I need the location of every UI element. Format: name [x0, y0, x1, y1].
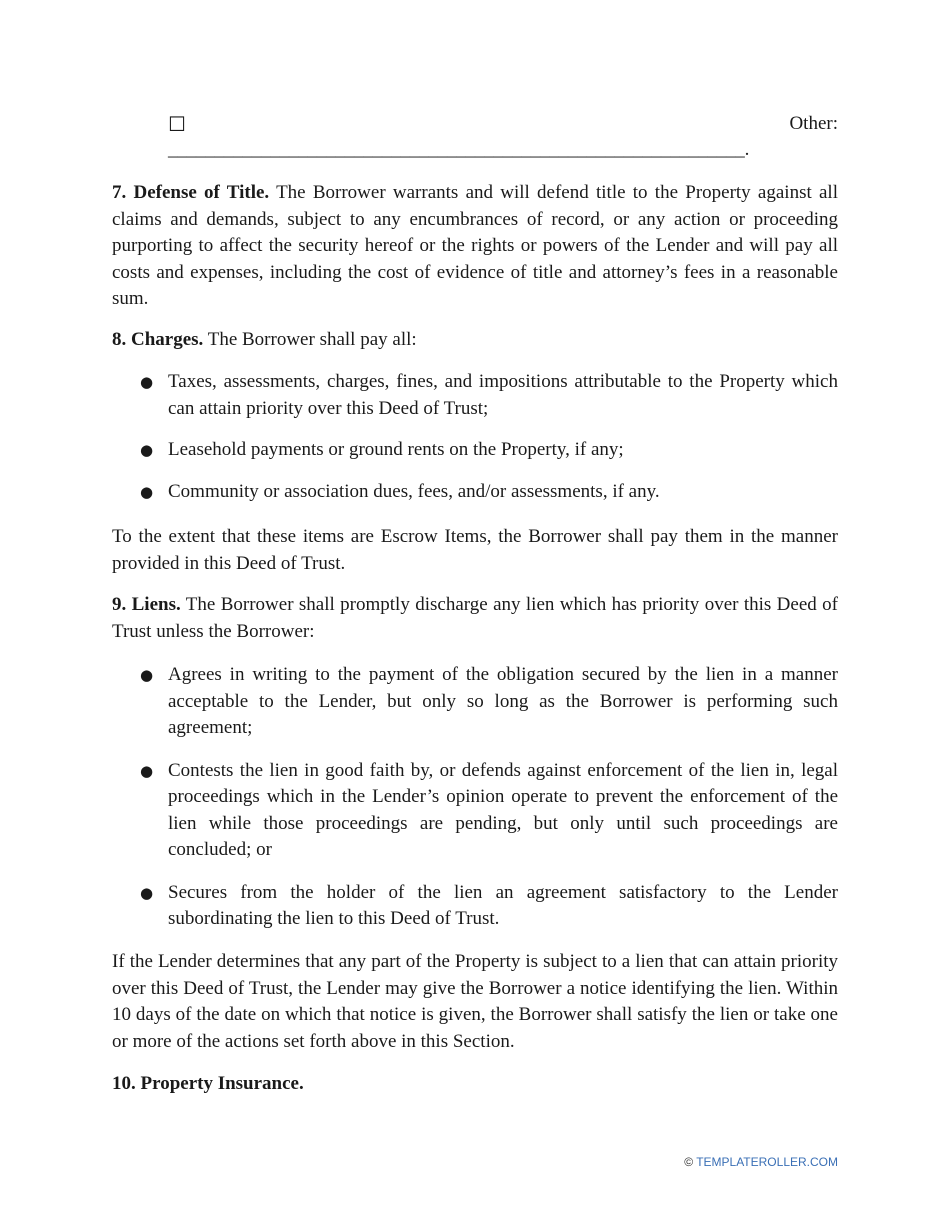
- bullet-icon: ●: [140, 373, 154, 391]
- bullet-icon: ●: [140, 883, 154, 902]
- list-item: ● Taxes, assessments, charges, fines, and impositions attributable to the Property which can attain priority over this Deed of Trust;: [140, 371, 838, 419]
- templateroller-link[interactable]: TEMPLATEROLLER.COM: [696, 1155, 838, 1169]
- other-option-row: [168, 112, 838, 138]
- section-9-text: The Borrower shall promptly discharge any lien which has priority over this Deed of Trust unless the Borrower:: [112, 594, 838, 642]
- section-9-liens: [112, 592, 838, 645]
- section-8-bullet-list: [112, 369, 838, 505]
- footer-credit: [684, 1155, 838, 1169]
- section-8-escrow-paragraph: To the extent that these items are Escrow Items, the Borrower shall pay them in the manner provided in this Deed of Trust.: [112, 526, 838, 574]
- list-item: ● Community or association dues, fees, and/or assessments, if any.: [112, 479, 838, 506]
- list-item: ● Secures from the holder of the lien an agreement satisfactory to the Lender subordinating the lien to this Deed of Trust.: [140, 881, 838, 929]
- section-9-heading: 9. Liens.: [112, 594, 181, 615]
- other-checkbox[interactable]: ☐: [168, 112, 186, 136]
- section-8-charges: [112, 327, 838, 354]
- list-item: ● Leasehold payments or ground rents on the Property, if any;: [112, 437, 838, 464]
- list-item: ● Agrees in writing to the payment of the obligation secured by the lien in a manner acceptable to the Lender, but only so long as the Borrower is performing such agreement;: [140, 664, 838, 738]
- section-10-property-insurance: [112, 1071, 838, 1098]
- section-8-text: The Borrower shall pay all:: [203, 329, 417, 350]
- section-9-bullet-list: [112, 662, 838, 933]
- section-7-heading: 7. Defense of Title.: [112, 182, 270, 203]
- bullet-icon: ●: [140, 441, 154, 459]
- other-blank-line: ______________________________________________________________.: [168, 139, 750, 160]
- bullet-icon: ●: [140, 761, 154, 780]
- list-item: ● Contests the lien in good faith by, or defends against enforcement of the lien in, legal proceedings which in the Lender’s opinion operate to prevent the enforcement of the lien while those proceedings are pending, but only until such proceedings are concluded; or: [140, 759, 838, 860]
- section-7-defense-of-title: [112, 180, 838, 313]
- section-8-heading: 8. Charges.: [112, 329, 204, 350]
- bullet-icon: ●: [140, 482, 154, 501]
- copyright-symbol: ©: [684, 1155, 697, 1169]
- other-label: Other:: [789, 113, 838, 134]
- section-9-determination-paragraph: If the Lender determines that any part of the Property is subject to a lien that can attain priority over this Deed of Trust, the Lender may give the Borrower a notice identifying the lien. Within 10 days of the date on which that notice is given, the Borrower shall satisfy the lien or take one or more of the actions set forth above in this Section.: [112, 951, 838, 1052]
- section-7-text: The Borrower warrants and will defend title to the Property against all claims and demands, subject to any encumbrances of record, or any action or proceeding purporting to affect the security hereof or the rights or powers of the Lender and will pay all costs and expenses, including the cost of evidence of title and attorney’s fees in a reasonable sum.: [112, 182, 838, 309]
- bullet-icon: ●: [140, 666, 154, 684]
- section-10-heading: 10. Property Insurance.: [112, 1073, 304, 1094]
